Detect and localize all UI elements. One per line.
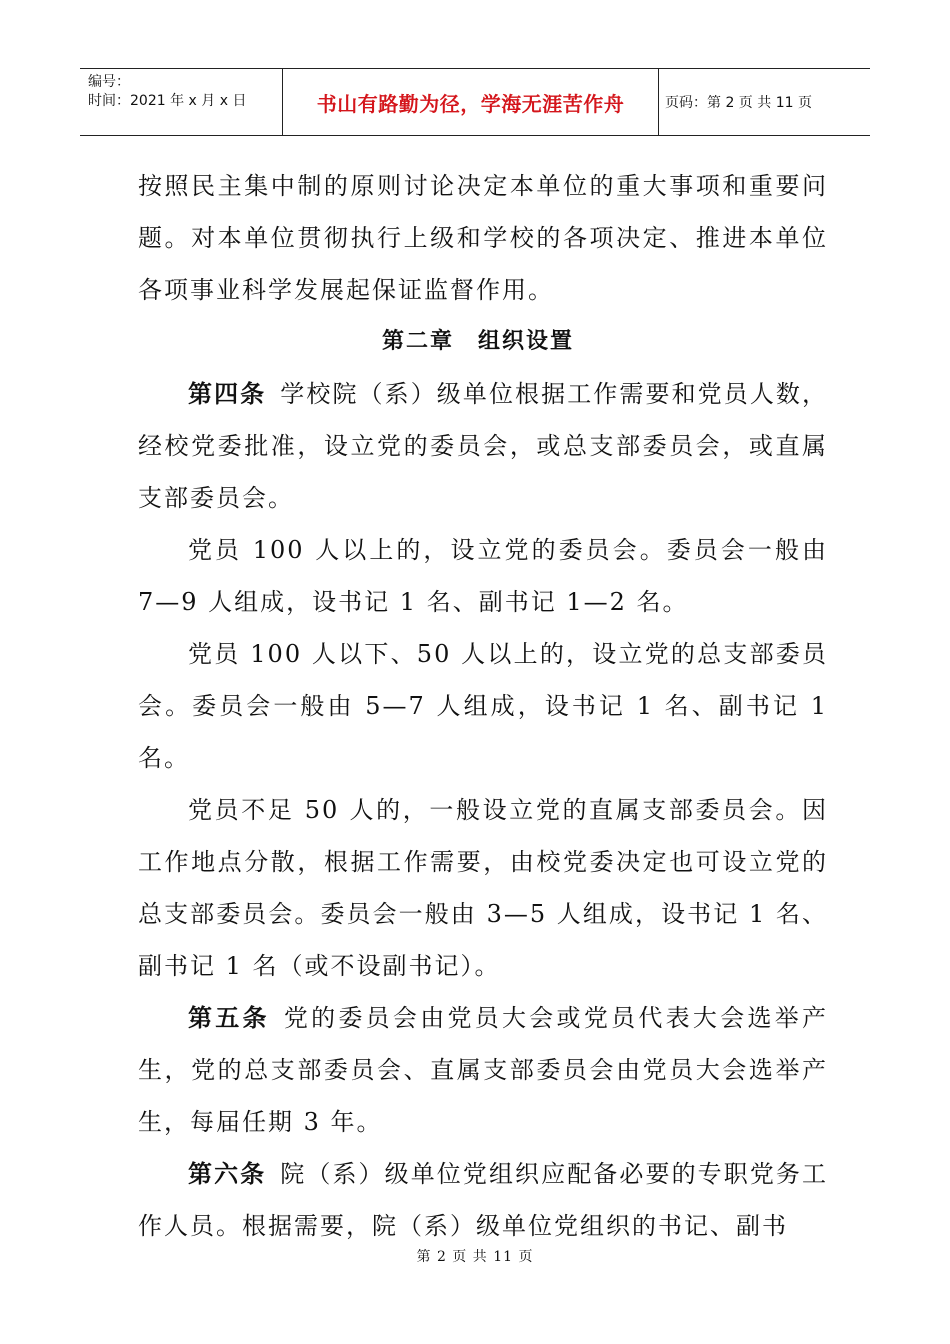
page-header: [80, 68, 870, 136]
article-5: [138, 992, 828, 1148]
article-4: [138, 368, 828, 524]
header-page-info: 页码：第 2 页 共 11 页: [665, 95, 812, 111]
article-6: [138, 1148, 828, 1252]
page-footer: 第 2 页 共 11 页: [416, 1249, 534, 1265]
article-6-text: 院（系）级单位党组织应配备必要的专职党务工作人员。根据需要，院（系）级单位党组织的书记、副书: [138, 1160, 829, 1240]
paragraph-100-plus: 党员 100 人以上的，设立党的委员会。委员会一般由 7—9 人组成，设书记 1 名、副书记 1—2 名。: [138, 536, 828, 616]
article-4-label: 第四条: [188, 380, 267, 408]
paragraph-under-50: 党员不足 50 人的，一般设立党的直属支部委员会。因工作地点分散，根据工作需要，由校党委决定也可设立党的总支部委员会。委员会一般由 3—5 人组成，设书记 1 名、副书记 1 名（或不设副书记）。: [138, 796, 828, 980]
paragraph-continuation: 按照民主集中制的原则讨论决定本单位的重大事项和重要问题。对本单位贯彻执行上级和学校的各项决定、推进本单位各项事业科学发展起保证监督作用。: [138, 172, 828, 304]
document-number-label: 编号：: [88, 74, 130, 90]
document-time-label: 时间：2021 年 x 月 x 日: [88, 93, 247, 109]
header-motto: 书山有路勤为径，学海无涯苦作舟: [283, 69, 659, 135]
chapter-title: 第二章 组织设置: [381, 329, 574, 354]
header-meta: [80, 69, 283, 135]
document-body: [138, 160, 828, 1252]
article-5-text: 党的委员会由党员大会或党员代表大会选举产生，党的总支部委员会、直属支部委员会由党员大会选举产生，每届任期 3 年。: [138, 1004, 829, 1136]
article-4-text: 学校院（系）级单位根据工作需要和党员人数，经校党委批准，设立党的委员会，或总支部委员会，或直属支部委员会。: [138, 380, 829, 512]
article-6-label: 第六条: [188, 1160, 267, 1188]
article-5-label: 第五条: [188, 1004, 270, 1032]
paragraph-50-to-100: 党员 100 人以下、50 人以上的，设立党的总支部委员会。委员会一般由 5—7 人组成，设书记 1 名、副书记 1 名。: [138, 640, 828, 772]
